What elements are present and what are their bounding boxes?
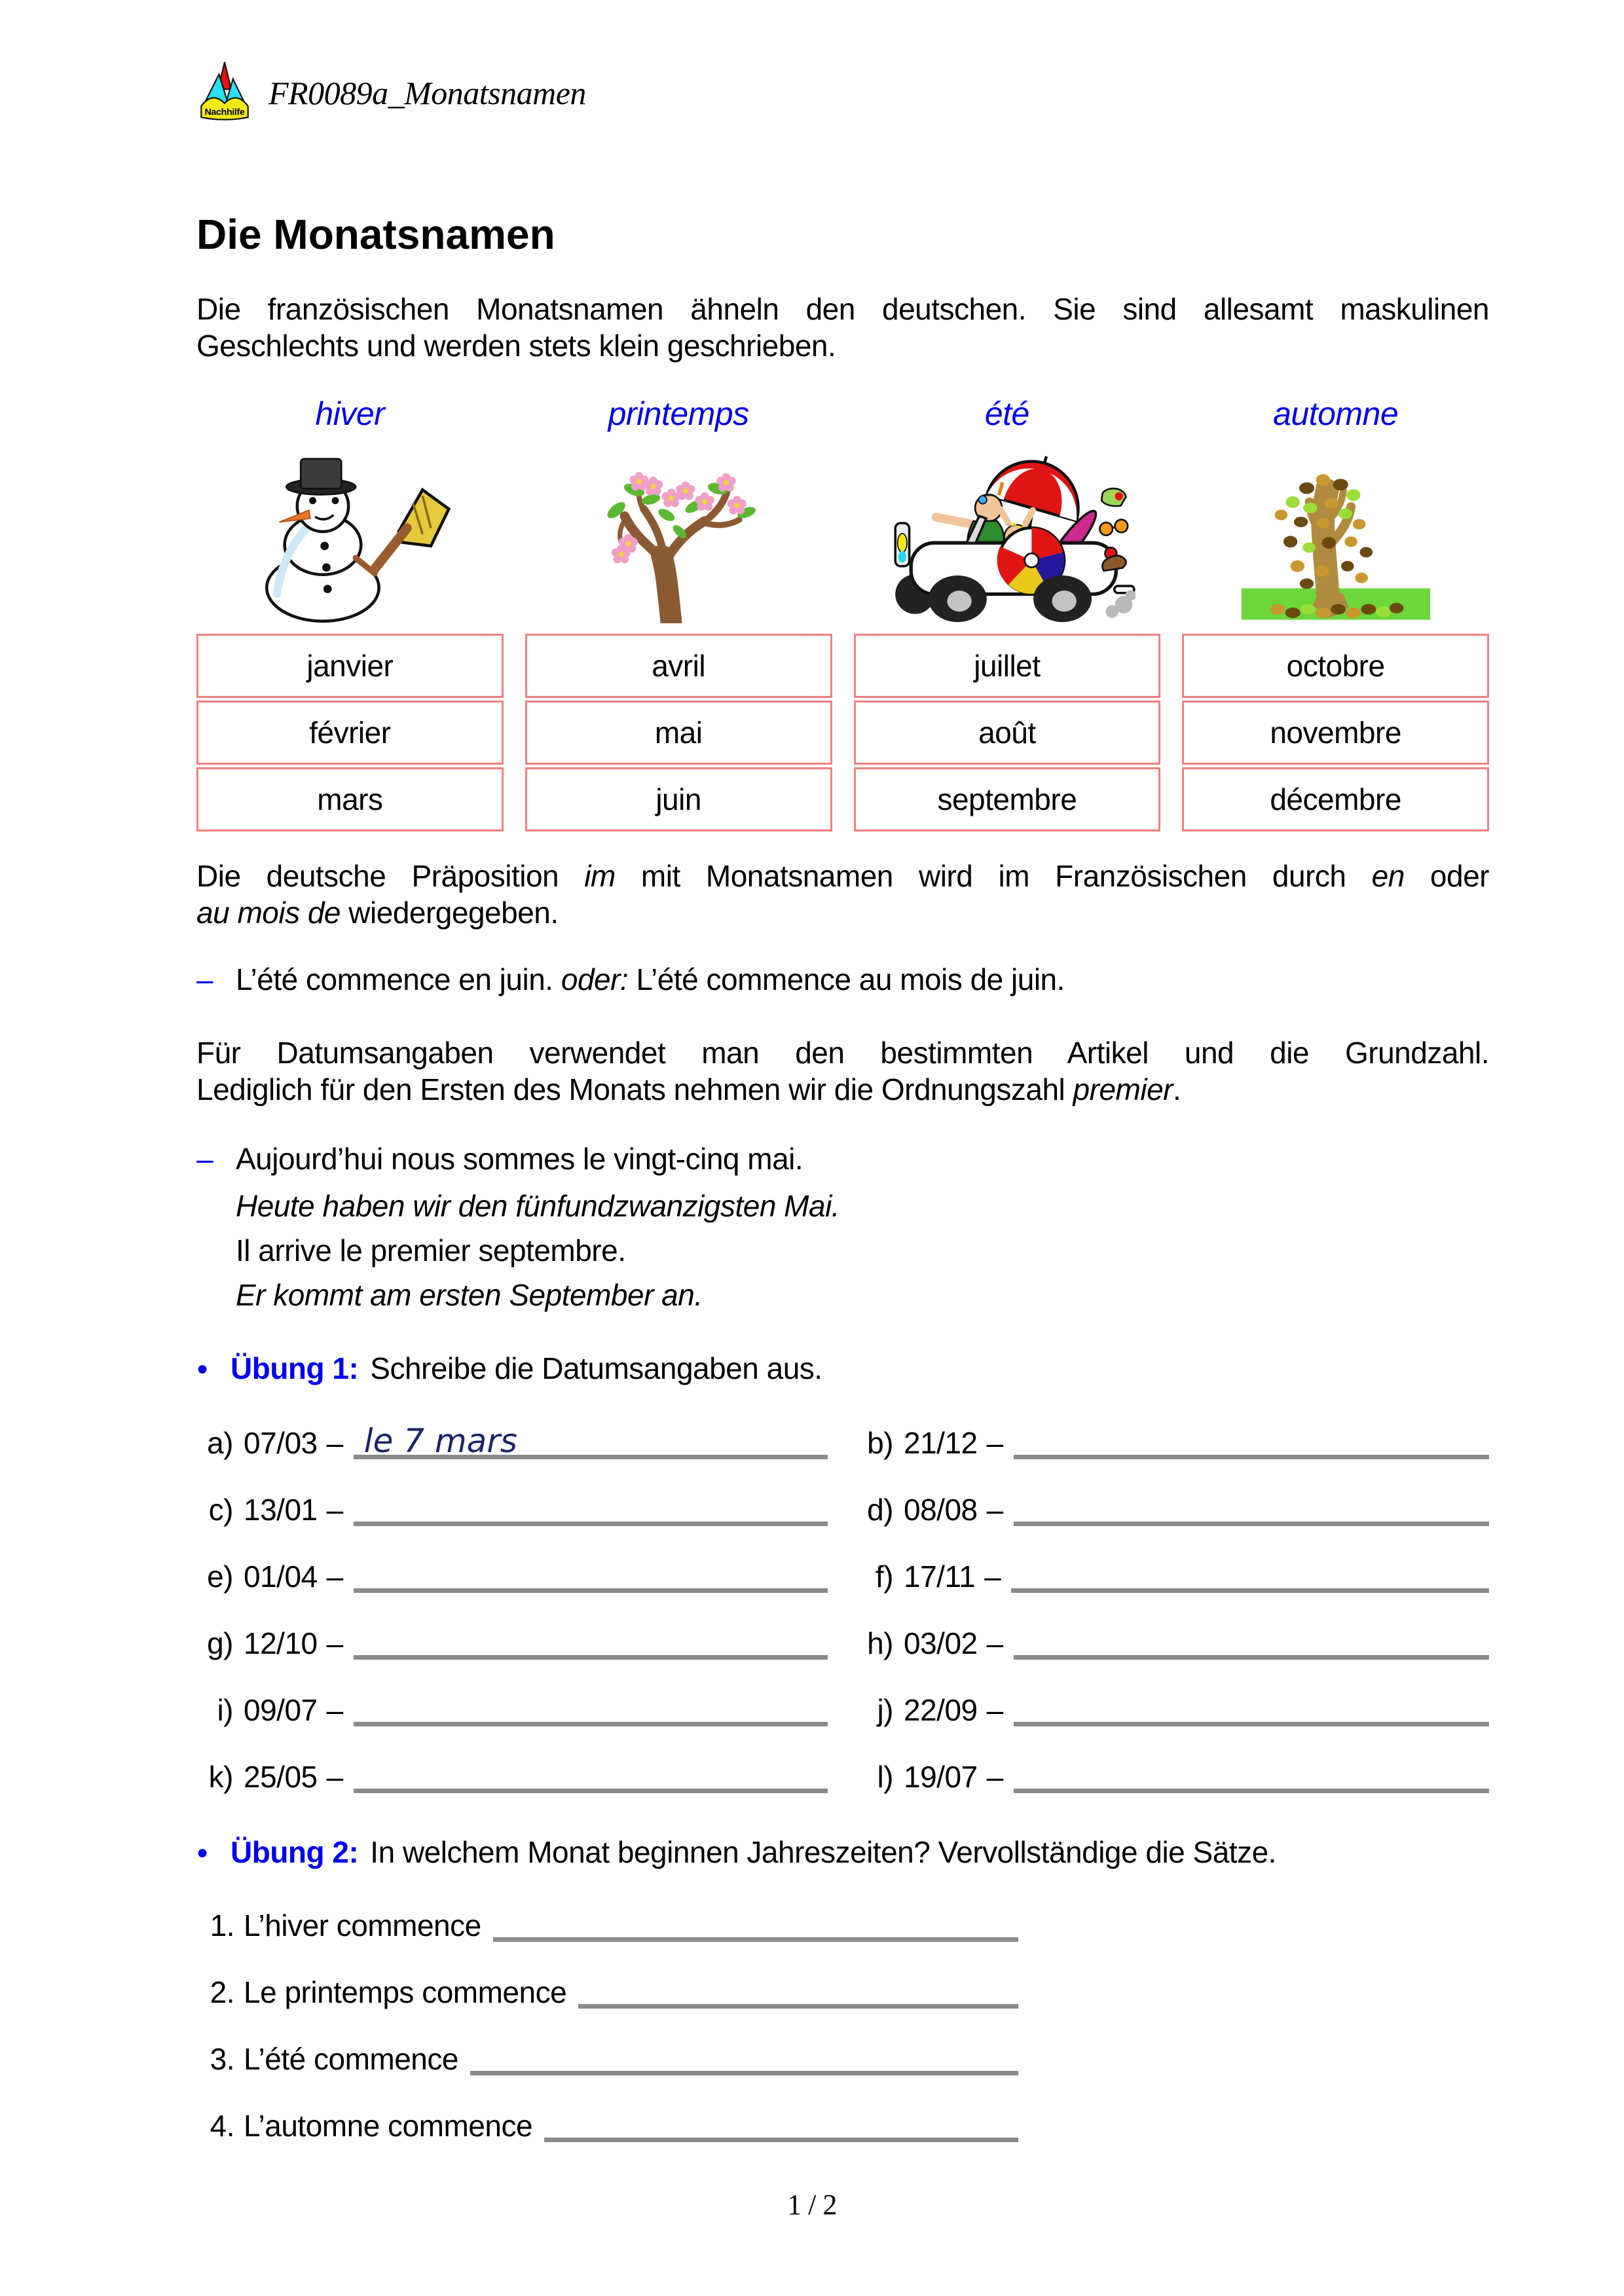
example-date-french: Aujourd’hui nous sommes le vingt-cinq mai. <box>236 1142 803 1176</box>
example-en-row <box>196 961 1489 998</box>
answer-blank[interactable] <box>1014 1488 1489 1526</box>
answer-blank[interactable] <box>354 1688 828 1726</box>
page-number: 1 / 2 <box>787 2189 837 2221</box>
item-date: 07/03 <box>244 1426 318 1460</box>
page-title: Die Monatsnamen <box>196 211 555 258</box>
text-run: mit Monatsnamen wird im Französischen durch <box>615 859 1372 893</box>
answer-blank[interactable] <box>1014 1421 1489 1459</box>
item-number: 1. <box>210 1908 234 1942</box>
example-en-text <box>236 961 1489 998</box>
item-dash: – <box>326 1493 343 1527</box>
answer-blank[interactable] <box>544 2104 1018 2142</box>
item-text: L’été commence <box>244 2042 458 2076</box>
item-dash: – <box>986 1626 1003 1660</box>
example-date-german: Heute haben wir den fünfundzwanzigsten Mai. <box>236 1189 840 1223</box>
item-date: 09/07 <box>244 1693 318 1727</box>
answer-blank[interactable] <box>354 1622 828 1660</box>
month-cell: décembre <box>1182 767 1489 831</box>
month-cell: février <box>196 701 504 765</box>
item-dash: – <box>326 1760 343 1794</box>
month-cell: septembre <box>854 767 1161 831</box>
exercise1-item-k <box>200 1755 828 1793</box>
exercise1-item-e <box>200 1555 828 1593</box>
exercise1-title: Übung 1: <box>231 1351 359 1385</box>
answer-blank[interactable] <box>578 1971 1018 2009</box>
exercise1-item-c <box>200 1488 828 1526</box>
grammar-dates-line1: Für Datumsangaben verwendet man den bestimmten Artikel und die Grundzahl. <box>196 1036 1489 1070</box>
item-label: d) <box>867 1493 893 1527</box>
month-cell: mai <box>525 701 832 765</box>
answer-blank[interactable] <box>354 1488 828 1526</box>
answer-blank[interactable] <box>1014 1688 1489 1726</box>
exercise1-item-f <box>860 1555 1489 1593</box>
item-number: 2. <box>210 1975 234 2009</box>
item-label: c) <box>208 1493 233 1527</box>
month-table-winter <box>196 634 504 831</box>
text-run: wiedergegeben. <box>341 896 559 930</box>
grammar-preposition-line2 <box>196 894 1489 931</box>
winter-snowman-illustration <box>196 448 504 623</box>
month-cell: novembre <box>1182 701 1489 765</box>
grammar-preposition-line1 <box>196 858 1489 894</box>
grammar-paragraph-dates <box>196 1034 1489 1108</box>
season-label-ete: été <box>984 395 1029 432</box>
item-date: 03/02 <box>904 1626 978 1660</box>
item-label: i) <box>217 1693 233 1727</box>
seasons-columns <box>196 395 1489 831</box>
season-column-autumn <box>1182 395 1489 831</box>
bullet-icon: ● <box>196 1842 208 1863</box>
exercise2-item-4 <box>204 2104 1018 2142</box>
answer-blank[interactable] <box>354 1421 828 1459</box>
answer-blank[interactable] <box>1014 1622 1489 1660</box>
intro-line1: Die französischen Monatsnamen ähneln den deutschen. Sie sind allesamt maskulinen <box>196 292 1489 326</box>
month-cell: octobre <box>1182 634 1489 698</box>
item-dash: – <box>984 1559 1001 1594</box>
autumn-tree-icon <box>1234 454 1437 623</box>
month-cell: mars <box>196 767 504 831</box>
item-label: f) <box>875 1559 893 1594</box>
item-label: a) <box>207 1426 233 1460</box>
grammar-paragraph-preposition <box>196 858 1489 931</box>
item-label: k) <box>208 1760 233 1794</box>
season-column-winter <box>196 395 504 831</box>
example-premier-french: Il arrive le premier septembre. <box>236 1233 626 1267</box>
exercise2-item-1 <box>204 1904 1018 1942</box>
item-date: 21/12 <box>904 1426 978 1460</box>
text-run-italic: au mois de <box>196 896 341 930</box>
exercise1-item-l <box>860 1755 1489 1793</box>
blossom-tree-icon <box>577 454 780 623</box>
item-date: 17/11 <box>904 1559 976 1594</box>
item-label: e) <box>207 1559 233 1594</box>
snowman-icon <box>248 454 451 623</box>
autumn-tree-illustration <box>1182 448 1489 623</box>
item-dash: – <box>326 1559 343 1594</box>
exercise1-header <box>196 1350 1489 1391</box>
month-table-spring <box>525 634 832 831</box>
example-premier-german: Er kommt am ersten September an. <box>236 1278 703 1312</box>
item-dash: – <box>326 1693 343 1727</box>
dash-bullet: – <box>196 962 213 996</box>
exercise1-item-i <box>200 1688 828 1726</box>
text-run-italic: premier <box>1073 1072 1173 1106</box>
item-dash: – <box>986 1693 1003 1727</box>
text-run: Lediglich für den Ersten des Monats nehmen wir die Ordnungszahl <box>196 1072 1073 1106</box>
item-dash: – <box>326 1626 343 1660</box>
item-date: 22/09 <box>904 1693 978 1727</box>
logo-text: Nachhilfe <box>204 107 245 118</box>
beach-car-icon <box>879 454 1135 623</box>
text-run-italic: en <box>1371 859 1405 893</box>
season-label-hiver: hiver <box>315 395 385 432</box>
item-text: L’hiver commence <box>244 1908 481 1942</box>
page-header <box>196 0 1489 126</box>
answer-blank[interactable] <box>1014 1755 1489 1793</box>
exercise1-item-h <box>860 1622 1489 1660</box>
item-date: 01/04 <box>244 1559 318 1594</box>
month-cell: août <box>854 701 1161 765</box>
handwritten-answer: le 7 mars <box>363 1422 517 1460</box>
exercise2-item-3 <box>204 2037 1018 2075</box>
item-dash: – <box>986 1493 1003 1527</box>
month-table-autumn <box>1182 634 1489 831</box>
exercise1-item-a <box>200 1421 828 1459</box>
season-column-spring <box>525 395 832 831</box>
exercise2-list <box>204 1904 1489 2142</box>
text-run-italic: oder: <box>561 962 629 996</box>
item-text: L’automne commence <box>244 2109 533 2143</box>
exercise1-item-g <box>200 1622 828 1660</box>
exercise1-instruction: Schreibe die Datumsangaben aus. <box>370 1351 822 1385</box>
month-cell: juillet <box>854 634 1161 698</box>
item-label: j) <box>877 1693 893 1727</box>
exercise2-title: Übung 2: <box>231 1835 359 1869</box>
season-label-printemps: printemps <box>608 395 749 432</box>
month-cell: janvier <box>196 634 504 698</box>
item-date: 25/05 <box>244 1760 318 1794</box>
exercise1-item-d <box>860 1488 1489 1526</box>
text-run-italic: im <box>584 859 616 893</box>
intro-line2: Geschlechts und werden stets klein geschrieben. <box>196 329 836 363</box>
item-number: 4. <box>210 2109 234 2143</box>
item-dash: – <box>986 1760 1003 1794</box>
document-code: FR0089a_Monatsnamen <box>268 75 586 111</box>
exercise1-item-j <box>860 1688 1489 1726</box>
dash-bullet: – <box>196 1142 213 1176</box>
item-dash: – <box>326 1426 343 1460</box>
item-label: b) <box>867 1426 893 1460</box>
item-date: 13/01 <box>244 1493 318 1527</box>
summer-beach-car-illustration <box>854 448 1161 623</box>
exercise2-instruction: In welchem Monat beginnen Jahreszeiten? Vervollständige die Sätze. <box>370 1835 1276 1869</box>
page-footer <box>0 2191 1624 2219</box>
bullet-icon: ● <box>196 1358 208 1379</box>
season-column-summer <box>854 395 1161 831</box>
item-label: h) <box>867 1626 893 1660</box>
text-run: L’été commence en juin. <box>236 962 561 996</box>
answer-blank[interactable] <box>354 1755 828 1793</box>
text-run: . <box>1172 1072 1181 1106</box>
item-date: 08/08 <box>904 1493 978 1527</box>
month-cell: juin <box>525 767 832 831</box>
item-date: 12/10 <box>244 1626 318 1660</box>
month-table-summer <box>854 634 1161 831</box>
exercise2-item-2 <box>204 1971 1018 2009</box>
spring-tree-illustration <box>525 448 832 623</box>
answer-blank[interactable] <box>470 2037 1018 2075</box>
nachhilfe-logo-icon <box>196 60 253 126</box>
answer-blank[interactable] <box>354 1555 828 1593</box>
intro-paragraph <box>196 291 1489 364</box>
item-date: 19/07 <box>904 1760 978 1794</box>
text-run: L’été commence au mois de juin. <box>628 962 1065 996</box>
text-run: Die deutsche Präposition <box>196 859 585 893</box>
item-dash: – <box>986 1426 1003 1460</box>
item-label: g) <box>207 1626 233 1660</box>
month-cell: avril <box>525 634 832 698</box>
item-number: 3. <box>210 2042 234 2076</box>
exercise1-grid <box>200 1421 1489 1793</box>
season-label-automne: automne <box>1273 395 1399 432</box>
exercise1-item-b <box>860 1421 1489 1459</box>
item-label: l) <box>877 1760 893 1794</box>
answer-blank[interactable] <box>1011 1555 1489 1593</box>
text-run: oder <box>1404 859 1489 893</box>
grammar-dates-line2 <box>196 1071 1489 1108</box>
exercise2-header <box>196 1834 1489 1875</box>
example-date-row <box>196 1140 1489 1177</box>
item-text: Le printemps commence <box>244 1975 567 2009</box>
answer-blank[interactable] <box>493 1904 1018 1942</box>
